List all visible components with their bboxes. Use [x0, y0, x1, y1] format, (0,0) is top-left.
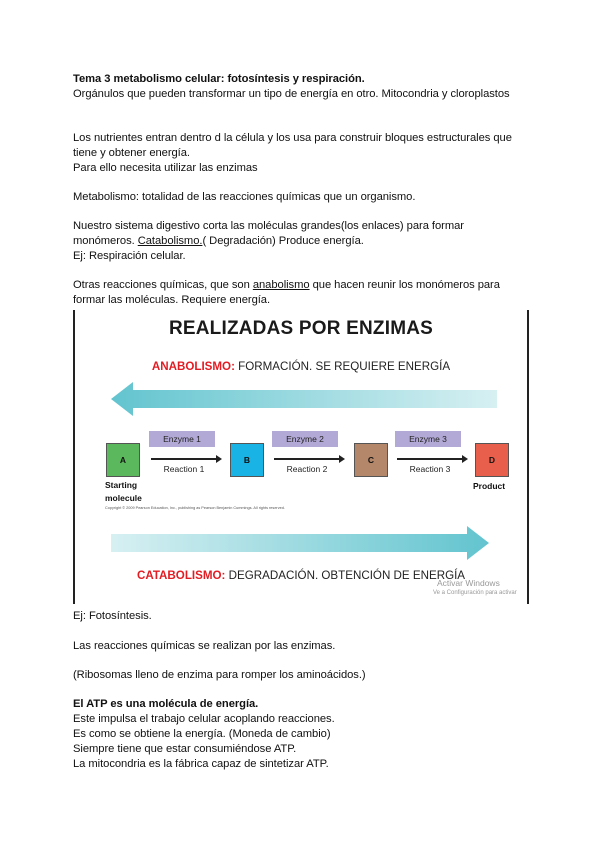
paragraph-ej-fotosintesis: Ej: Fotosíntesis. — [73, 610, 152, 622]
catabolismo-text: DEGRADACIÓN. OBTENCIÓN DE ENERGÍA — [225, 569, 466, 582]
paragraph-digest-1: Nuestro sistema digestivo corta las moléculas grandes(los enlaces) para formar — [73, 220, 464, 232]
starting-label-1: Starting — [105, 480, 138, 490]
anabolismo-text: FORMACIÓN. SE REQUIERE ENERGÍA — [234, 360, 451, 373]
windows-watermark-2: Ve a Configuración para activar — [433, 590, 517, 596]
molecule-d-box: D — [475, 443, 509, 477]
other-text-a: Otras reacciones químicas, que son — [73, 279, 253, 291]
paragraph-metabolism: Metabolismo: totalidad de las reacciones químicas que un organismo. — [73, 191, 416, 203]
paragraph-nutrients-2: tiene y obtener energía. — [73, 147, 190, 159]
reaction-arrow-2 — [274, 458, 340, 460]
paragraph-nutrients-1: Los nutrientes entran dentro d la célula y los usa para construir bloques estructurales que — [73, 132, 512, 144]
diagram-title: REALIZADAS POR ENZIMAS — [168, 318, 434, 339]
enzyme-label-3: Enzyme 3 — [395, 431, 461, 447]
atp-line-2: Es como se obtiene la energía. (Moneda de cambio) — [73, 728, 331, 740]
paragraph-other-1 — [73, 278, 500, 292]
paragraph-reactions: Las reacciones químicas se realizan por las enzimas. — [73, 640, 336, 652]
paragraph-other-2: formar las moléculas. Requiere energía. — [73, 294, 271, 306]
anabolismo-key: ANABOLISMO: — [151, 360, 235, 373]
paragraph-ribosomes: (Ribosomas lleno de enzima para romper los aminoácidos.) — [73, 669, 366, 681]
catabolismo-term: Catabolismo. — [137, 235, 203, 247]
molecule-c-box: C — [354, 443, 388, 477]
product-label: Product — [473, 481, 506, 491]
reaction-arrow-1 — [151, 458, 217, 460]
atp-line-3: Siempre tiene que estar consumiéndose ATP. — [73, 743, 297, 755]
enzyme-label-1: Enzyme 1 — [149, 431, 215, 447]
reaction-label-2: Reaction 2 — [286, 464, 328, 474]
enzyme-label-2: Enzyme 2 — [272, 431, 338, 447]
reaction-label-3: Reaction 3 — [409, 464, 451, 474]
anabolismo-term: anabolismo — [252, 279, 310, 291]
reaction-arrow-3 — [397, 458, 463, 460]
molecule-a-box: A — [106, 443, 140, 477]
paragraph-organelles: Orgánulos que pueden transformar un tipo de energía en otro. Mitocondria y cloroplastos — [73, 88, 510, 100]
starting-label-2: molecule — [105, 493, 142, 503]
digest-text-a: monómeros. — [73, 235, 138, 247]
paragraph-ej-respiracion: Ej: Respiración celular. — [73, 250, 186, 262]
catabolismo-key: CATABOLISMO: — [136, 569, 226, 582]
molecule-b-box: B — [230, 443, 264, 477]
paragraph-digest-2 — [73, 234, 364, 248]
windows-watermark-1: Activar Windows — [437, 578, 500, 588]
digest-text-c: ( Degradación) Produce energía. — [202, 235, 364, 247]
atp-heading: El ATP es una molécula de energía. — [73, 698, 259, 710]
atp-line-4: La mitocondria es la fábrica capaz de sintetizar ATP. — [73, 758, 329, 770]
enzyme-diagram — [73, 310, 529, 604]
doc-title: Tema 3 metabolismo celular: fotosíntesis y respiración. — [73, 73, 365, 85]
reaction-label-1: Reaction 1 — [163, 464, 205, 474]
anabolismo-caption — [75, 360, 527, 373]
paragraph-enzymes: Para ello necesita utilizar las enzimas — [73, 162, 258, 174]
left-arrow-icon — [111, 382, 497, 416]
right-arrow-icon — [111, 526, 489, 560]
other-text-c: que hacen reunir los monómeros para — [309, 279, 500, 291]
atp-line-1: Este impulsa el trabajo celular acoplando reacciones. — [73, 713, 335, 725]
copyright-note: Copyright © 2009 Pearson Education, Inc., publishing as Pearson Benjamin Cummings. All rights reserved. — [105, 506, 285, 510]
